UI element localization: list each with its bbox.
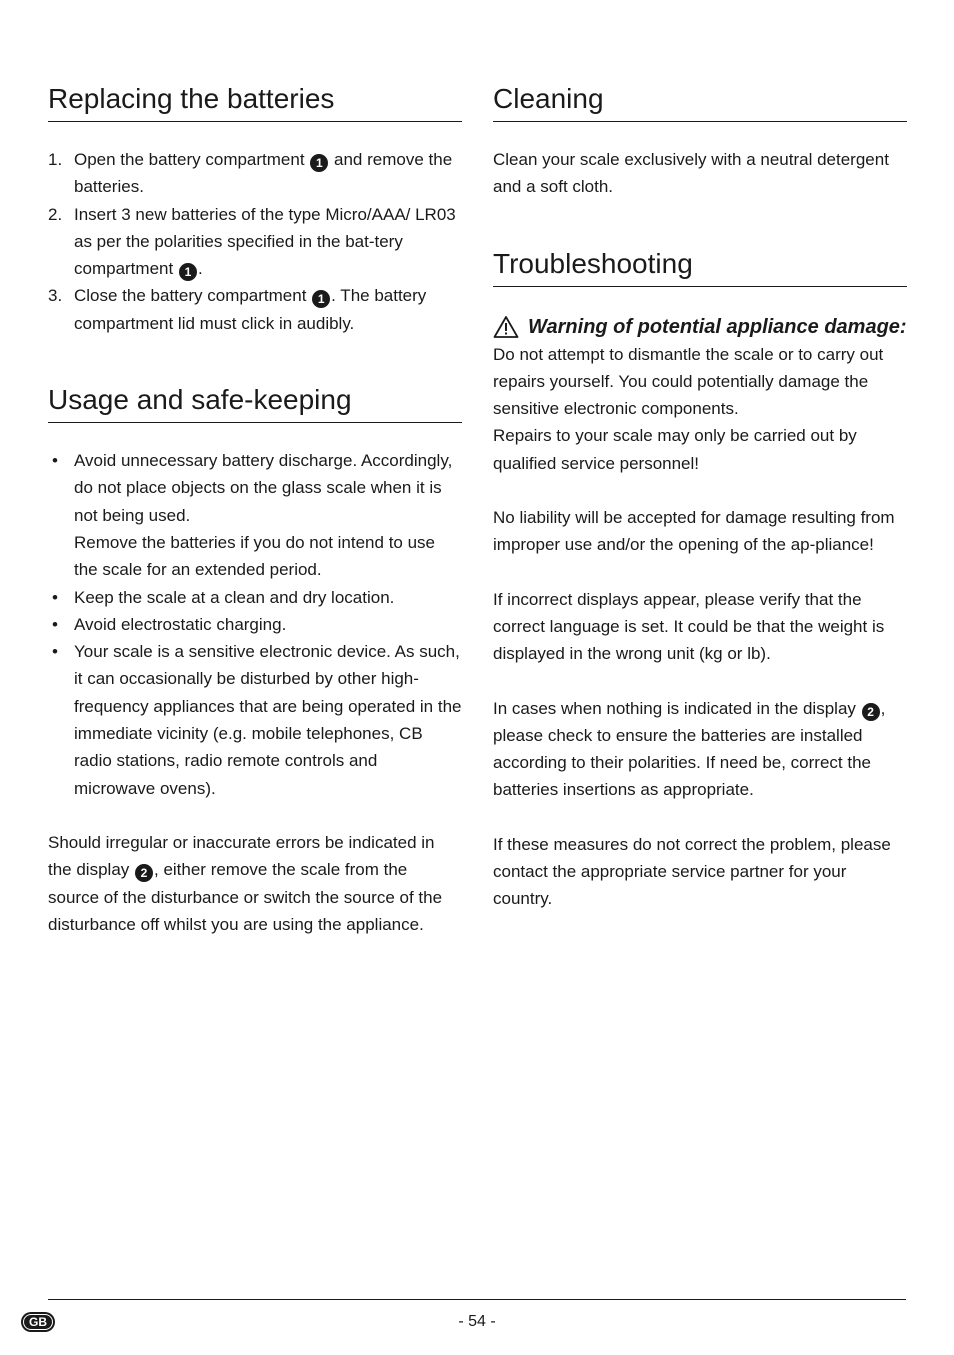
list-item: 3. Close the battery compartment 1 . The battery compartment lid must click in audibly. [48,282,462,337]
right-column [493,80,907,913]
ref-marker-icon: 1 [179,263,197,281]
troubleshooting-heading: Troubleshooting [493,245,907,287]
ref-marker-icon: 2 [135,864,153,882]
step-number: 1. [48,150,63,169]
trouble-paragraph: If these measures do not correct the problem, please contact the appropriate service partner for your country. [493,834,891,909]
usage-heading: Usage and safe-keeping [48,381,462,423]
cleaning-text: Clean your scale exclusively with a neutral detergent and a soft cloth. [493,150,889,197]
page-number: - 54 - [458,1313,496,1330]
trouble-paragraph: Do not attempt to dismantle the scale or to carry out repairs yourself. You could potentially damage the sensitive electronic components. [493,344,884,419]
list-item: • Keep the scale at a clean and dry location. [48,584,462,611]
warning-heading: Warning of potential appliance damage: [493,313,907,341]
left-column [48,80,462,938]
list-item: 1. Open the battery compartment 1 and remove the batteries. [48,146,462,201]
list-item: 2. Insert 3 new batteries of the type Micro/AAA/ LR03 as per the polarities specified in the bat-tery compartment 1 . [48,201,462,283]
ref-marker-icon: 1 [312,290,330,308]
trouble-paragraph: If incorrect displays appear, please verify that the correct language is set. It could be that the weight is displayed in the wrong unit (kg or lb). [493,589,885,664]
trouble-paragraph: Repairs to your scale may only be carried out by qualified service personnel! [493,426,857,473]
step-number: 2. [48,204,63,224]
warning-triangle-icon [493,315,519,339]
list-item: • Your scale is a sensitive electronic device. As such, it can occasionally be disturbed by other high-frequency appliances that are being operated in the immediate vicinity (e.g. mobile telephones, CB radio stations, radio remote controls and microwave ovens). [48,638,462,802]
trouble-paragraph: No liability will be accepted for damage resulting from improper use and/or the opening of the ap-pliance! [493,508,895,555]
list-item: • Avoid unnecessary battery discharge. Accordingly, do not place objects on the glass scale when it is not being used. Remove the batteries if you do not intend to use the scale for an extended period. [48,447,462,583]
cleaning-heading: Cleaning [493,80,907,122]
replacing-steps-list [48,146,462,337]
usage-bullet-list [48,447,462,802]
ref-marker-icon: 1 [310,154,328,172]
step-number: 3. [48,286,63,306]
list-item: • Avoid electrostatic charging. [48,611,462,638]
usage-paragraph: Should irregular or inaccurate errors be indicated in the display 2 , either remove the scale from the source of the disturbance or switch the source of the disturbance off whilst you are using the appliance. [48,832,443,934]
footer-divider [48,1299,906,1300]
replacing-batteries-heading: Replacing the batteries [48,80,462,122]
trouble-paragraph: In cases when nothing is indicated in the display 2 , please check to ensure the batteries are installed according to their polarities. If need be, correct the batteries insertions as appropriate. [493,698,886,800]
country-badge: GB [21,1312,55,1332]
ref-marker-icon: 2 [862,703,880,721]
